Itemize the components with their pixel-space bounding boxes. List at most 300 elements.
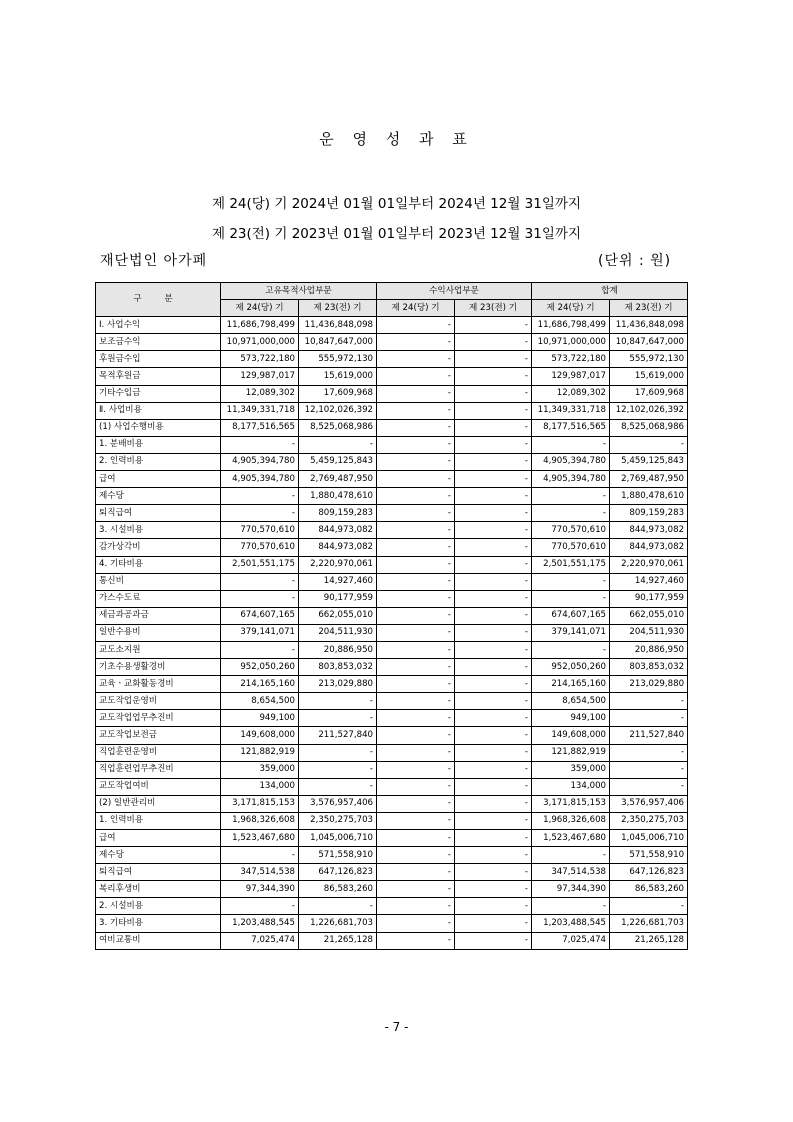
amount-cell: 134,000 xyxy=(221,778,299,795)
amount-cell: 647,126,823 xyxy=(299,864,377,881)
table-row xyxy=(96,334,688,351)
amount-cell: 7,025,474 xyxy=(532,932,610,949)
amount-cell: 17,609,968 xyxy=(610,385,688,402)
amount-cell: - xyxy=(377,761,455,778)
row-label: 가스수도료 xyxy=(96,590,221,607)
amount-cell: 214,165,160 xyxy=(221,676,299,693)
amount-cell: - xyxy=(455,864,532,881)
row-label: 급여 xyxy=(96,830,221,847)
amount-cell: - xyxy=(455,385,532,402)
amount-cell: - xyxy=(455,419,532,436)
amount-cell: - xyxy=(532,898,610,915)
amount-cell: - xyxy=(455,488,532,505)
amount-cell: - xyxy=(377,453,455,470)
amount-cell: 214,165,160 xyxy=(532,676,610,693)
amount-cell: - xyxy=(455,710,532,727)
row-label: 급여 xyxy=(96,471,221,488)
table-row xyxy=(96,641,688,658)
amount-cell: 21,265,128 xyxy=(610,932,688,949)
amount-cell: - xyxy=(610,778,688,795)
amount-cell: - xyxy=(455,881,532,898)
row-label: 직업훈련운영비 xyxy=(96,744,221,761)
amount-cell: 4,905,394,780 xyxy=(532,471,610,488)
amount-cell: - xyxy=(532,505,610,522)
amount-cell: 86,583,260 xyxy=(299,881,377,898)
amount-cell: - xyxy=(377,676,455,693)
row-label: 교도소지원 xyxy=(96,641,221,658)
amount-cell: 1,203,488,545 xyxy=(532,915,610,932)
amount-cell: - xyxy=(455,317,532,334)
amount-cell: 5,459,125,843 xyxy=(610,453,688,470)
row-label: 제수당 xyxy=(96,847,221,864)
amount-cell: - xyxy=(377,693,455,710)
amount-cell: 15,619,000 xyxy=(610,368,688,385)
table-row xyxy=(96,778,688,795)
amount-cell: 2,220,970,061 xyxy=(299,556,377,573)
amount-cell: - xyxy=(377,659,455,676)
amount-cell: - xyxy=(455,505,532,522)
table-row xyxy=(96,744,688,761)
amount-cell: - xyxy=(455,522,532,539)
amount-cell: - xyxy=(455,761,532,778)
row-label: (2) 일반관리비 xyxy=(96,795,221,812)
amount-cell: - xyxy=(455,641,532,658)
amount-cell: 347,514,538 xyxy=(221,864,299,881)
amount-cell: 379,141,071 xyxy=(221,624,299,641)
header-current: 제 24(당) 기 xyxy=(377,300,455,317)
table-row xyxy=(96,471,688,488)
row-label: 3. 기타비용 xyxy=(96,915,221,932)
amount-cell: 803,853,032 xyxy=(299,659,377,676)
amount-cell: - xyxy=(455,573,532,590)
amount-cell: 8,525,068,986 xyxy=(299,419,377,436)
row-label: 교도작업업무추진비 xyxy=(96,710,221,727)
table-row xyxy=(96,864,688,881)
table-row xyxy=(96,539,688,556)
row-label: 4. 기타비용 xyxy=(96,556,221,573)
amount-cell: - xyxy=(610,898,688,915)
amount-cell: 97,344,390 xyxy=(532,881,610,898)
amount-cell: - xyxy=(532,847,610,864)
row-label: 교도작업운영비 xyxy=(96,693,221,710)
table-row xyxy=(96,847,688,864)
amount-cell: 1,045,006,710 xyxy=(610,830,688,847)
table-row xyxy=(96,915,688,932)
amount-cell: 555,972,130 xyxy=(299,351,377,368)
amount-cell: - xyxy=(377,590,455,607)
table-row xyxy=(96,419,688,436)
amount-cell: 12,089,302 xyxy=(221,385,299,402)
table-row xyxy=(96,402,688,419)
row-label: 1. 분배비용 xyxy=(96,436,221,453)
amount-cell: 11,349,331,718 xyxy=(221,402,299,419)
table-row xyxy=(96,436,688,453)
amount-cell: 809,159,283 xyxy=(299,505,377,522)
header-group-revenue-business: 수익사업부문 xyxy=(377,283,532,300)
row-label: 퇴직급여 xyxy=(96,505,221,522)
amount-cell: - xyxy=(532,436,610,453)
table-row xyxy=(96,505,688,522)
table-row xyxy=(96,812,688,829)
amount-cell: 211,527,840 xyxy=(299,727,377,744)
amount-cell: 1,968,326,608 xyxy=(532,812,610,829)
amount-cell: - xyxy=(532,590,610,607)
amount-cell: 1,880,478,610 xyxy=(610,488,688,505)
row-label: 직업훈련업무추진비 xyxy=(96,761,221,778)
header-row-group xyxy=(96,283,688,300)
amount-cell: 662,055,010 xyxy=(299,607,377,624)
amount-cell: - xyxy=(221,898,299,915)
amount-cell: 844,973,082 xyxy=(299,522,377,539)
row-label: 1. 인력비용 xyxy=(96,812,221,829)
amount-cell: 359,000 xyxy=(221,761,299,778)
amount-cell: 770,570,610 xyxy=(532,522,610,539)
amount-cell: 3,171,815,153 xyxy=(532,795,610,812)
row-label: 교육ㆍ교화활동경비 xyxy=(96,676,221,693)
amount-cell: 571,558,910 xyxy=(610,847,688,864)
amount-cell: - xyxy=(610,761,688,778)
amount-cell: - xyxy=(377,744,455,761)
amount-cell: - xyxy=(299,744,377,761)
amount-cell: 2,350,275,703 xyxy=(610,812,688,829)
amount-cell: - xyxy=(377,727,455,744)
amount-cell: - xyxy=(455,607,532,624)
table-row xyxy=(96,453,688,470)
amount-cell: 11,686,798,499 xyxy=(221,317,299,334)
amount-cell: 573,722,180 xyxy=(532,351,610,368)
amount-cell: 2,350,275,703 xyxy=(299,812,377,829)
amount-cell: 20,886,950 xyxy=(610,641,688,658)
amount-cell: - xyxy=(455,778,532,795)
amount-cell: - xyxy=(455,368,532,385)
amount-cell: - xyxy=(455,727,532,744)
amount-cell: 11,686,798,499 xyxy=(532,317,610,334)
header-prior: 제 23(전) 기 xyxy=(299,300,377,317)
amount-cell: - xyxy=(221,641,299,658)
amount-cell: 10,971,000,000 xyxy=(221,334,299,351)
amount-cell: - xyxy=(299,710,377,727)
header-current: 제 24(당) 기 xyxy=(532,300,610,317)
amount-cell: 97,344,390 xyxy=(221,881,299,898)
amount-cell: 1,203,488,545 xyxy=(221,915,299,932)
header-current: 제 24(당) 기 xyxy=(221,300,299,317)
amount-cell: 121,882,919 xyxy=(221,744,299,761)
amount-cell: - xyxy=(455,830,532,847)
table-row xyxy=(96,385,688,402)
amount-cell: - xyxy=(455,744,532,761)
amount-cell: 86,583,260 xyxy=(610,881,688,898)
amount-cell: 359,000 xyxy=(532,761,610,778)
table-row xyxy=(96,368,688,385)
amount-cell: - xyxy=(377,795,455,812)
amount-cell: 5,459,125,843 xyxy=(299,453,377,470)
amount-cell: - xyxy=(455,539,532,556)
amount-cell: 21,265,128 xyxy=(299,932,377,949)
amount-cell: 844,973,082 xyxy=(610,522,688,539)
amount-cell: 952,050,260 xyxy=(221,659,299,676)
row-label: 보조금수익 xyxy=(96,334,221,351)
table-row xyxy=(96,624,688,641)
row-label: 감가상각비 xyxy=(96,539,221,556)
amount-cell: - xyxy=(455,795,532,812)
amount-cell: 4,905,394,780 xyxy=(221,453,299,470)
row-label: 목적후원금 xyxy=(96,368,221,385)
amount-cell: 4,905,394,780 xyxy=(532,453,610,470)
amount-cell: 1,523,467,680 xyxy=(532,830,610,847)
amount-cell: 10,847,647,000 xyxy=(299,334,377,351)
amount-cell: - xyxy=(377,402,455,419)
amount-cell: 11,436,848,098 xyxy=(299,317,377,334)
amount-cell: - xyxy=(377,317,455,334)
amount-cell: - xyxy=(455,402,532,419)
amount-cell: - xyxy=(377,351,455,368)
row-label: 제수당 xyxy=(96,488,221,505)
amount-cell: 1,968,326,608 xyxy=(221,812,299,829)
amount-cell: 3,576,957,406 xyxy=(610,795,688,812)
table-row xyxy=(96,573,688,590)
page-number: - 7 - xyxy=(384,1020,409,1034)
amount-cell: - xyxy=(377,607,455,624)
amount-cell: - xyxy=(455,351,532,368)
amount-cell: 555,972,130 xyxy=(610,351,688,368)
amount-cell: - xyxy=(455,334,532,351)
amount-cell: - xyxy=(377,505,455,522)
amount-cell: - xyxy=(377,641,455,658)
row-label: 여비교통비 xyxy=(96,932,221,949)
amount-cell: - xyxy=(377,368,455,385)
amount-cell: - xyxy=(221,590,299,607)
amount-cell: 20,886,950 xyxy=(299,641,377,658)
amount-cell: 571,558,910 xyxy=(299,847,377,864)
amount-cell: - xyxy=(377,847,455,864)
amount-cell: 3,171,815,153 xyxy=(221,795,299,812)
amount-cell: - xyxy=(455,590,532,607)
amount-cell: 949,100 xyxy=(532,710,610,727)
statement-table xyxy=(95,282,688,950)
table-body xyxy=(96,317,688,949)
amount-cell: - xyxy=(455,624,532,641)
amount-cell: - xyxy=(377,778,455,795)
amount-cell: 573,722,180 xyxy=(221,351,299,368)
amount-cell: 149,608,000 xyxy=(532,727,610,744)
amount-cell: - xyxy=(377,915,455,932)
header-category: 구 분 xyxy=(96,283,221,317)
amount-cell: 129,987,017 xyxy=(532,368,610,385)
page-title: 운 영 성 과 표 xyxy=(319,130,474,148)
header-group-total: 합계 xyxy=(532,283,688,300)
amount-cell: 204,511,930 xyxy=(610,624,688,641)
amount-cell: 4,905,394,780 xyxy=(221,471,299,488)
amount-cell: 2,769,487,950 xyxy=(299,471,377,488)
amount-cell: - xyxy=(299,693,377,710)
table-row xyxy=(96,693,688,710)
amount-cell: 12,102,026,392 xyxy=(610,402,688,419)
amount-cell: - xyxy=(455,659,532,676)
unit-label: (단위 : 원) xyxy=(598,253,672,269)
amount-cell: 844,973,082 xyxy=(610,539,688,556)
amount-cell: 121,882,919 xyxy=(532,744,610,761)
row-label: 세금과공과금 xyxy=(96,607,221,624)
amount-cell: - xyxy=(377,471,455,488)
table-row xyxy=(96,522,688,539)
row-label: 통신비 xyxy=(96,573,221,590)
amount-cell: - xyxy=(377,522,455,539)
amount-cell: - xyxy=(610,710,688,727)
amount-cell: 770,570,610 xyxy=(221,522,299,539)
amount-cell: 11,436,848,098 xyxy=(610,317,688,334)
amount-cell: 1,226,681,703 xyxy=(610,915,688,932)
amount-cell: - xyxy=(221,488,299,505)
amount-cell: 1,045,006,710 xyxy=(299,830,377,847)
amount-cell: 2,501,551,175 xyxy=(221,556,299,573)
amount-cell: - xyxy=(455,436,532,453)
amount-cell: - xyxy=(610,693,688,710)
amount-cell: - xyxy=(610,436,688,453)
row-label: 복리후생비 xyxy=(96,881,221,898)
amount-cell: - xyxy=(377,830,455,847)
amount-cell: 347,514,538 xyxy=(532,864,610,881)
amount-cell: - xyxy=(455,898,532,915)
amount-cell: 1,226,681,703 xyxy=(299,915,377,932)
row-label: Ⅰ. 사업수익 xyxy=(96,317,221,334)
amount-cell: 809,159,283 xyxy=(610,505,688,522)
table-row xyxy=(96,590,688,607)
amount-cell: - xyxy=(377,488,455,505)
table-row xyxy=(96,881,688,898)
amount-cell: 3,576,957,406 xyxy=(299,795,377,812)
amount-cell: - xyxy=(221,573,299,590)
table-row xyxy=(96,351,688,368)
amount-cell: - xyxy=(532,488,610,505)
amount-cell: 12,102,026,392 xyxy=(299,402,377,419)
amount-cell: - xyxy=(377,932,455,949)
amount-cell: 15,619,000 xyxy=(299,368,377,385)
amount-cell: - xyxy=(455,847,532,864)
amount-cell: - xyxy=(377,539,455,556)
header-group-own-purpose: 고유목적사업부문 xyxy=(221,283,377,300)
table-row xyxy=(96,795,688,812)
amount-cell: - xyxy=(377,864,455,881)
amount-cell: - xyxy=(377,334,455,351)
amount-cell: 213,029,880 xyxy=(610,676,688,693)
amount-cell: - xyxy=(377,385,455,402)
amount-cell: - xyxy=(377,812,455,829)
period-prior: 제 23(전) 기 2023년 01월 01일부터 2023년 12월 31일까지 xyxy=(211,226,581,242)
amount-cell: 2,220,970,061 xyxy=(610,556,688,573)
table-row xyxy=(96,761,688,778)
amount-cell: 12,089,302 xyxy=(532,385,610,402)
row-label: 2. 인력비용 xyxy=(96,453,221,470)
amount-cell: 17,609,968 xyxy=(299,385,377,402)
amount-cell: 770,570,610 xyxy=(532,539,610,556)
amount-cell: - xyxy=(377,881,455,898)
amount-cell: - xyxy=(221,847,299,864)
row-label: Ⅱ. 사업비용 xyxy=(96,402,221,419)
amount-cell: - xyxy=(455,915,532,932)
table-row xyxy=(96,607,688,624)
amount-cell: - xyxy=(377,898,455,915)
table-row xyxy=(96,659,688,676)
amount-cell: 2,501,551,175 xyxy=(532,556,610,573)
amount-cell: 379,141,071 xyxy=(532,624,610,641)
amount-cell: - xyxy=(299,778,377,795)
amount-cell: 129,987,017 xyxy=(221,368,299,385)
amount-cell: 949,100 xyxy=(221,710,299,727)
amount-cell: - xyxy=(221,505,299,522)
table-row xyxy=(96,676,688,693)
amount-cell: 14,927,460 xyxy=(299,573,377,590)
amount-cell: 7,025,474 xyxy=(221,932,299,949)
amount-cell: - xyxy=(455,932,532,949)
amount-cell: - xyxy=(455,812,532,829)
amount-cell: 770,570,610 xyxy=(221,539,299,556)
amount-cell: 2,769,487,950 xyxy=(610,471,688,488)
amount-cell: - xyxy=(221,436,299,453)
amount-cell: - xyxy=(377,556,455,573)
amount-cell: 14,927,460 xyxy=(610,573,688,590)
amount-cell: 647,126,823 xyxy=(610,864,688,881)
amount-cell: 204,511,930 xyxy=(299,624,377,641)
amount-cell: 952,050,260 xyxy=(532,659,610,676)
amount-cell: 10,847,647,000 xyxy=(610,334,688,351)
amount-cell: 90,177,959 xyxy=(610,590,688,607)
amount-cell: 8,177,516,565 xyxy=(221,419,299,436)
amount-cell: 8,525,068,986 xyxy=(610,419,688,436)
amount-cell: 134,000 xyxy=(532,778,610,795)
amount-cell: 1,880,478,610 xyxy=(299,488,377,505)
amount-cell: 8,654,500 xyxy=(221,693,299,710)
amount-cell: - xyxy=(610,744,688,761)
row-label: 기초수용생활경비 xyxy=(96,659,221,676)
amount-cell: - xyxy=(455,453,532,470)
amount-cell: - xyxy=(377,710,455,727)
organization-name: 재단법인 아가페 xyxy=(100,253,208,269)
amount-cell: - xyxy=(455,471,532,488)
table-row xyxy=(96,830,688,847)
amount-cell: 149,608,000 xyxy=(221,727,299,744)
header-prior: 제 23(전) 기 xyxy=(610,300,688,317)
amount-cell: - xyxy=(299,761,377,778)
amount-cell: 10,971,000,000 xyxy=(532,334,610,351)
amount-cell: - xyxy=(299,898,377,915)
row-label: 2. 시설비용 xyxy=(96,898,221,915)
amount-cell: 674,607,165 xyxy=(221,607,299,624)
amount-cell: - xyxy=(377,419,455,436)
amount-cell: 662,055,010 xyxy=(610,607,688,624)
amount-cell: - xyxy=(377,436,455,453)
row-label: 기타수입금 xyxy=(96,385,221,402)
row-label: 교도작업보전금 xyxy=(96,727,221,744)
table-row xyxy=(96,556,688,573)
amount-cell: 8,177,516,565 xyxy=(532,419,610,436)
amount-cell: - xyxy=(532,573,610,590)
row-label: 교도작업여비 xyxy=(96,778,221,795)
table-row xyxy=(96,317,688,334)
amount-cell: 674,607,165 xyxy=(532,607,610,624)
table-row xyxy=(96,898,688,915)
amount-cell: - xyxy=(299,436,377,453)
row-label: 후원금수입 xyxy=(96,351,221,368)
amount-cell: 8,654,500 xyxy=(532,693,610,710)
table-row xyxy=(96,488,688,505)
header-prior: 제 23(전) 기 xyxy=(455,300,532,317)
amount-cell: 844,973,082 xyxy=(299,539,377,556)
table-row xyxy=(96,727,688,744)
row-label: 퇴직급여 xyxy=(96,864,221,881)
amount-cell: - xyxy=(455,693,532,710)
amount-cell: - xyxy=(455,556,532,573)
amount-cell: 1,523,467,680 xyxy=(221,830,299,847)
